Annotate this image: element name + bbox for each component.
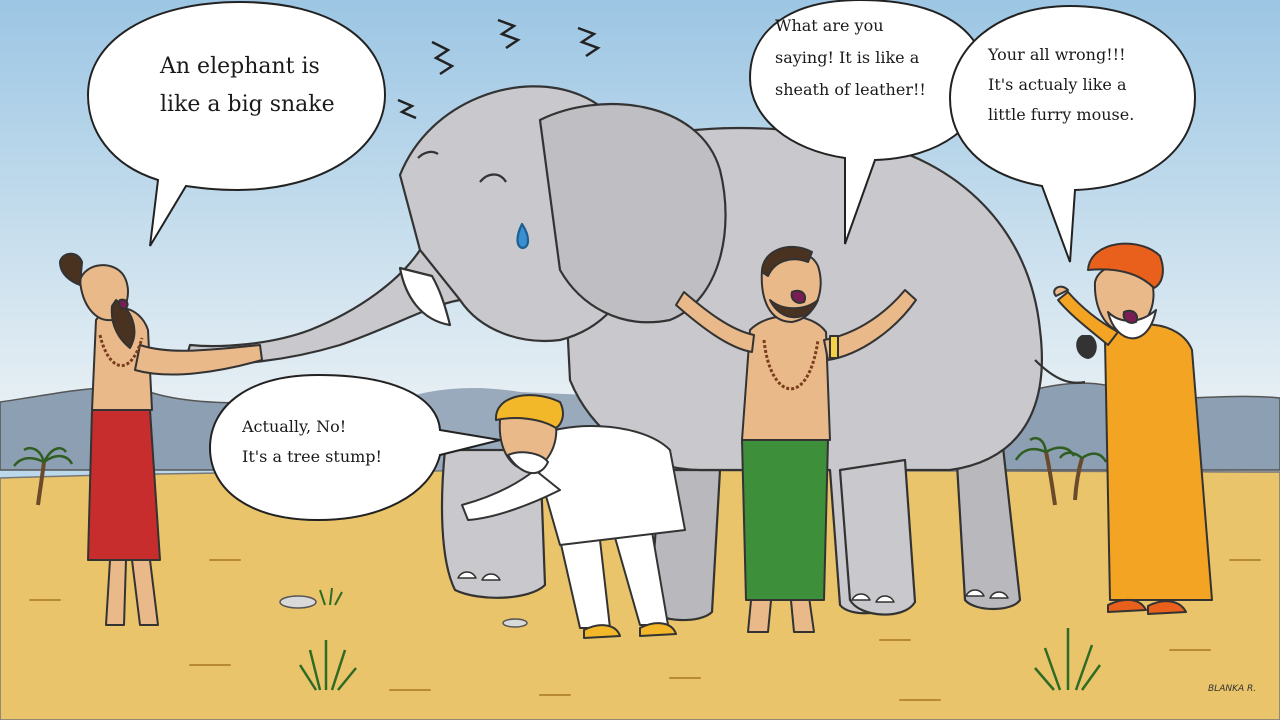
man3-torso xyxy=(742,316,830,440)
speech-line: It's a tree stump! xyxy=(242,447,382,466)
speech-line: What are you xyxy=(775,16,884,35)
man1-robe xyxy=(88,410,160,560)
speech-line: sheath of leather!! xyxy=(775,80,926,99)
man3-armband xyxy=(830,336,838,358)
speech-line: It's actualy like a xyxy=(988,75,1127,94)
man3-mouth xyxy=(792,291,805,303)
speech-line: little furry mouse. xyxy=(988,105,1135,124)
man3-cloth xyxy=(742,440,828,600)
speech-line: An elephant is xyxy=(160,54,320,79)
rock xyxy=(280,596,316,608)
man4-mouth xyxy=(1124,311,1137,323)
speech-line: like a big snake xyxy=(160,92,335,117)
speech-line: Your all wrong!!! xyxy=(988,45,1126,64)
elephant-tail-tuft xyxy=(1077,336,1096,358)
speech-text-leather xyxy=(775,10,926,106)
speech-line: Actually, No! xyxy=(242,417,347,436)
speech-text-stump xyxy=(242,412,382,472)
speech-line: saying! It is like a xyxy=(775,48,920,67)
speech-text-snake xyxy=(160,48,335,124)
rock xyxy=(503,619,527,627)
artist-signature: BLANKA R. xyxy=(1208,684,1257,694)
man1-mouth xyxy=(119,300,127,309)
speech-text-mouse xyxy=(988,40,1134,130)
elephant-front-leg xyxy=(840,460,915,615)
